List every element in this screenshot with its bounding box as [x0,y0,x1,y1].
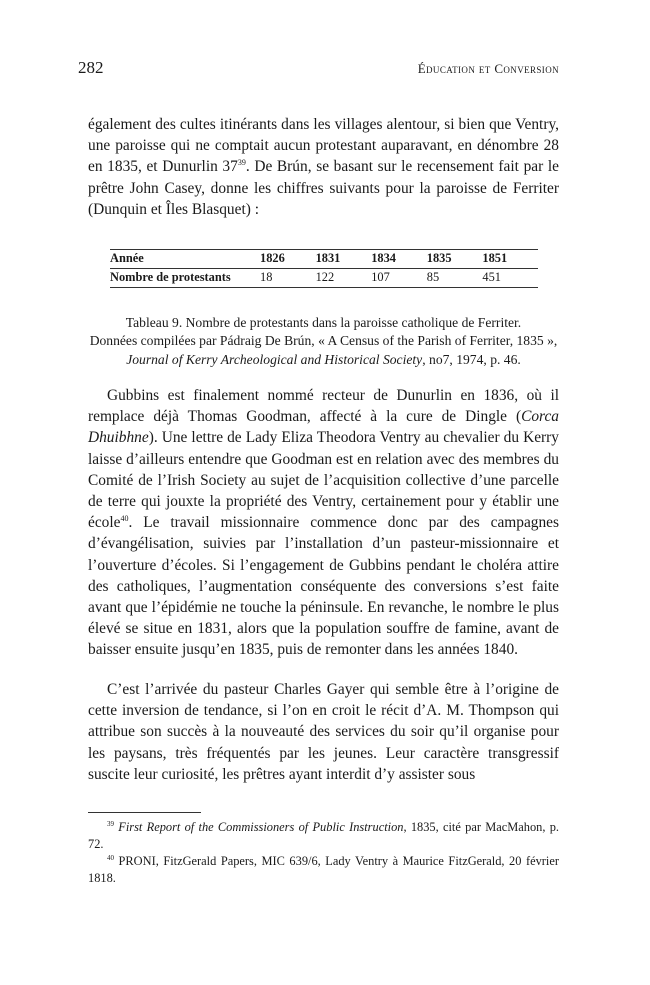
table-year: 1831 [316,250,372,269]
footnote-ref-40[interactable]: 40 [120,514,129,524]
journal-title: Journal of Kerry Archeological and Historical Society [126,351,423,367]
footnote-ref-39[interactable]: 39 [237,158,246,168]
footnote-divider [88,812,201,813]
paragraph-3: C’est l’arrivée du pasteur Charles Gayer qui semble être à l’origine de cette inversion de tendance, si l’on en croit le récit d’A. M. Thompson qui attribue son succès à la nouveauté des services du soir qu’il organise pour les paysans, très fréquentés par les jeunes. Leur caractère transgressif suscite leur curiosité, les prêtres ayant interdit d’y assister sous [88,681,559,783]
table-cell: 122 [316,269,372,288]
table-row-label: Nombre de protestants [110,269,260,288]
paragraph-2: Gubbins est finalement nommé recteur de Dunurlin en 1836, où il remplace déjà Thomas Goodman, affecté à la cure de Dingle (Corca Dhuibhne). Une lettre de Lady Eliza Theodora Ventry au chevalier du Kerry laisse d’ailleurs entendre que Goodman est en relation avec des membres du Comité de l’Irish Society au sujet de l’acquisition collective d’une parcelle de terre qui jouxte la propriété des Ventry, certainement pour y établir une école$^{40}$. Le travail missionnaire commence donc par des campagnes d’évangélisation, suivies par l’installation d’un pasteur-missionnaire et l’ouverture d’écoles. Si l’engagement de Gubbins pendant le choléra attire des catholiques, l’augmentation conséquente des conversions s’est faite avant que l’épidémie ne touche la péninsule. En revanche, le nombre le plus élevé se situe en 1831, alors que la population souffre de famine, avant de baisser ensuite jusqu’en 1835, puis de remonter dans les années 1840. [88,387,559,659]
page-header [78,58,559,82]
table-cell: 18 [260,269,316,288]
table-row [110,269,538,288]
running-head: Éducation et Conversion [417,61,559,76]
table-year: 1851 [482,250,538,269]
table-year: 1835 [427,250,483,269]
table-year: 1834 [371,250,427,269]
footnote-40: $^{40}$ PRONI, FitzGerald Papers, MIC 639/6, Lady Ventry à Maurice FitzGerald, 20 février 1818. [88,854,559,885]
footnote-39: $^{39}$ First Report of the Commissioners of Public Instruction, 1835, cité par MacMahon, p. 72. [88,820,559,851]
table-year: 1826 [260,250,316,269]
table-cell: 107 [371,269,427,288]
table-header-label: Année [110,250,260,269]
table-cell: 85 [427,269,483,288]
table-header-row [110,250,538,269]
table-cell: 451 [482,269,538,288]
paragraph-1: également des cultes itinérants dans les villages alentour, si bien que Ventry, une paroisse qui ne comptait aucun protestant auparavant, en dénombre 28 en 1835, et Dunurlin $37^{39}$. De Brún, se basant sur le recensement fait par le prêtre John Casey, donne les chiffres suivants pour la paroisse de Ferriter (Dunquin et Îles Blasquet) : [88,116,559,218]
protestants-table [110,249,538,288]
page-number: 282 [78,58,104,77]
table-caption: Tableau 9. Nombre de protestants dans la paroisse catholique de Ferriter. Données compilées par Pádraig De Brún, « A Census of the Parish of Ferriter, 1835 », Journal of Kerry Archeological and Historical Society, no7, 1974, p. 46. [89,315,558,367]
